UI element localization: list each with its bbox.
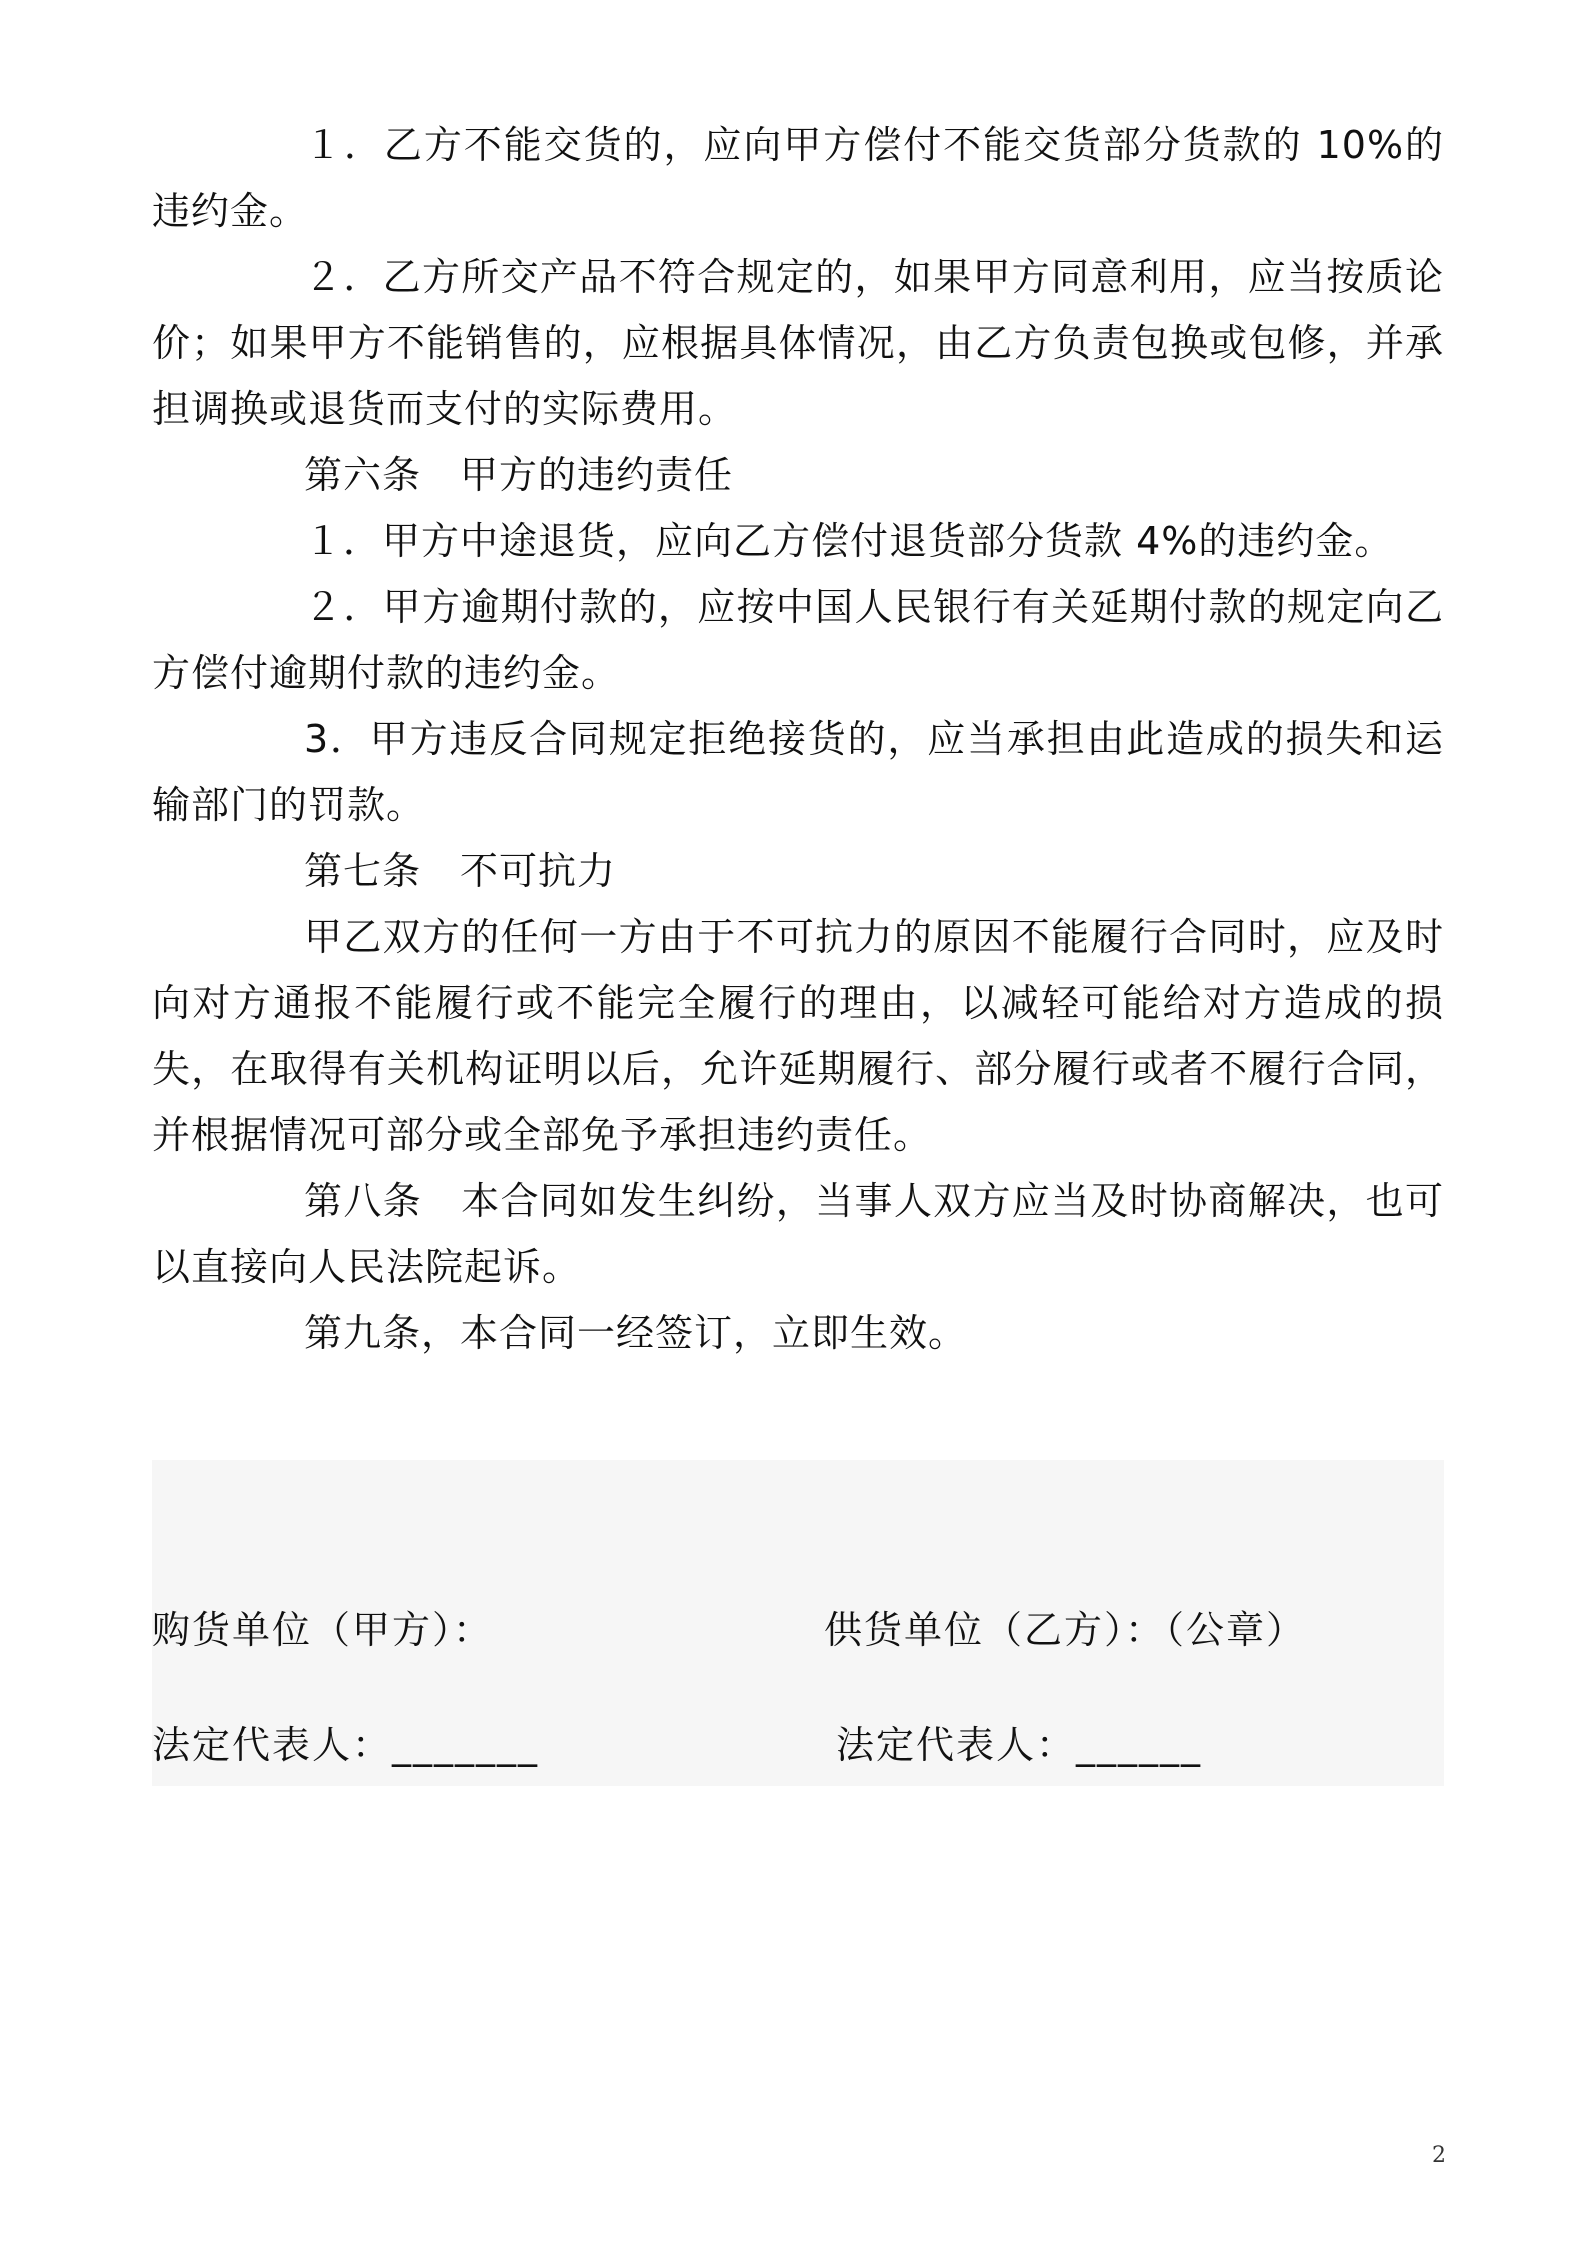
supplier-label: 供货单位（乙方）：（公章） (824, 1608, 1307, 1652)
article-seven-heading: 第七条 不可抗力 (304, 849, 617, 893)
article-six-heading: 第六条 甲方的违约责任 (304, 453, 734, 497)
contract-body (152, 112, 1444, 1366)
signature-parties-row (152, 1600, 1444, 1660)
clause-force-majeure: 甲乙双方的任何一方由于不可抗力的原因不能履行合同时，应及时向对方通报不能履行或不能完全履行的理由，以减轻可能给对方造成的损失，在取得有关机构证明以后，允许延期履行、部分履行或者不履行合同，并根据情况可部分或全部免予承担违约责任。 (152, 915, 1444, 1157)
clause-seller-nonconforming-goods: ２．乙方所交产品不符合规定的，如果甲方同意利用，应当按质论价；如果甲方不能销售的，应根据具体情况，由乙方负责包换或包修，并承担调换或退货而支付的实际费用。 (152, 255, 1444, 431)
article-nine-effective: 第九条，本合同一经签订，立即生效。 (304, 1311, 968, 1355)
clause-seller-no-delivery: １．乙方不能交货的，应向甲方偿付不能交货部分货款的 10%的违约金。 (152, 123, 1444, 233)
article-eight-dispute: 第八条 本合同如发生纠纷，当事人双方应当及时协商解决，也可以直接向人民法院起诉。 (152, 1179, 1444, 1289)
buyer-representative: 法定代表人：_______ (152, 1723, 540, 1767)
clause-buyer-refuse-delivery: 3．甲方违反合同规定拒绝接货的，应当承担由此造成的损失和运输部门的罚款。 (152, 717, 1444, 827)
supplier-representative: 法定代表人：______ (836, 1723, 1203, 1767)
clause-buyer-return: １．甲方中途退货，应向乙方偿付退货部分货款 4%的违约金。 (304, 519, 1394, 563)
page-number: 2 (1432, 2143, 1446, 2168)
signature-block (152, 1460, 1444, 1786)
buyer-label: 购货单位（甲方）： (152, 1608, 494, 1652)
signature-representatives-row (152, 1715, 1444, 1775)
clause-buyer-late-payment: ２．甲方逾期付款的，应按中国人民银行有关延期付款的规定向乙方偿付逾期付款的违约金。 (152, 585, 1444, 695)
